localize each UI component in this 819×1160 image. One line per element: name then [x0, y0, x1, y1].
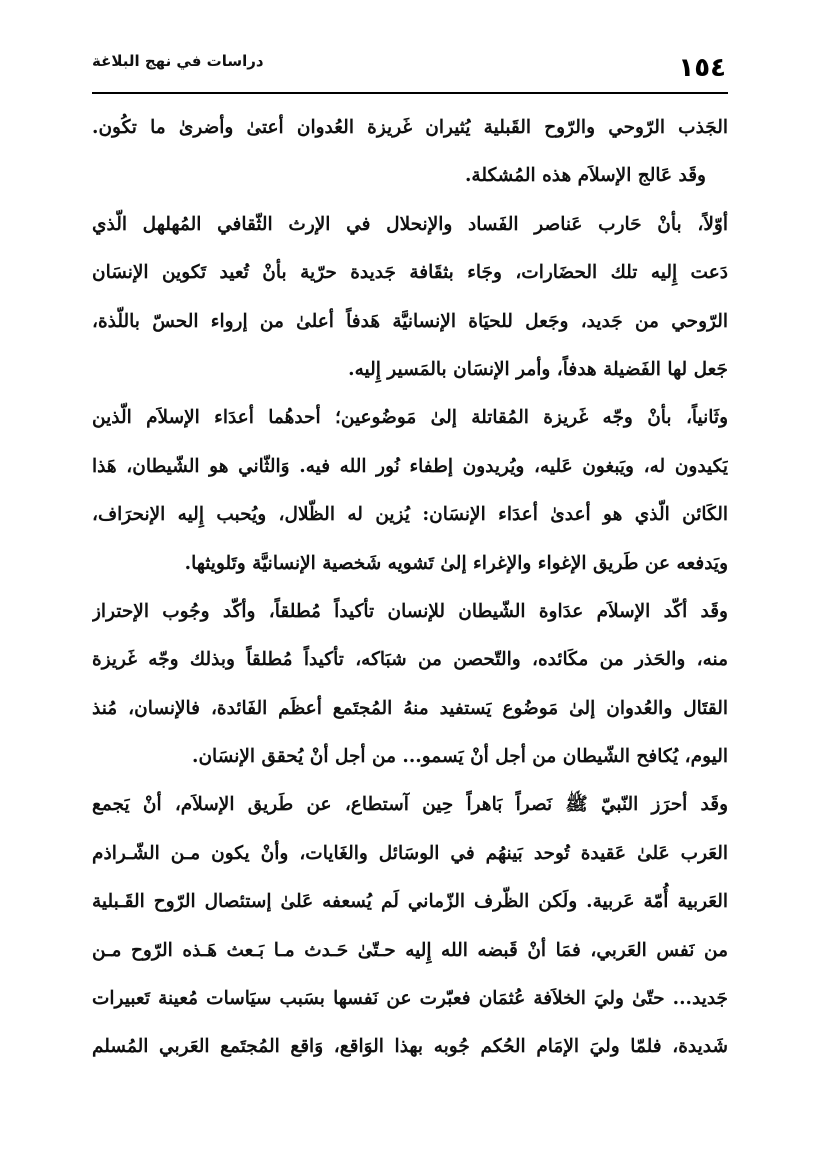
running-title: دراسات في نهج البلاغة	[92, 52, 264, 70]
body-text	[92, 104, 728, 1072]
header-divider	[92, 92, 728, 94]
text-line: الجَذب الرّوحي والرّوح القَبلية يُثيران غَريزة العُدوان أعتىٰ وأضرىٰ ما تكُون.	[92, 117, 728, 138]
page-number: ١٥٤	[678, 53, 726, 83]
text-line: اليوم، يُكافح الشّيطان من أجل أنْ يَسمو... من أجل أنْ يُحقق الإنسَان.	[192, 746, 728, 768]
text-line: دَعت إِليه تلك الحضَارات، وجَاء بثقَافة جَديدة حرّية بأنْ تُعيد تَكوين الإنسَان	[92, 262, 728, 284]
text-line: العَربية أُمّة عَربية. ولَكن الظّرف الزّماني لَم يُسعفه عَلىٰ إستئصال الرّوح القَـبلية	[92, 891, 728, 913]
text-line: وقَد أكّد الإسلاَم عدَاوة الشّيطان للإنسان تأكيداً مُطلقاً، وأكّد وجُوب الإحتراز	[92, 600, 728, 622]
text-line: العَرب عَلىٰ عَقيدة تُوحد بَينهُم في الوسَائل والغَايات، وأنْ يكون مـن الشّـراذم	[92, 842, 728, 864]
text-line: يَكيدون له، ويَبغون عَليه، ويُريدون إطفاء نُور الله فيه. وَالثّاني هو الشّيطان، هَذا	[92, 455, 728, 477]
text-line: وقَد عَالج الإسلاَم هذه المُشكلة.	[464, 165, 706, 187]
text-line: جَديد... حتّىٰ وليَ الخلاَفة عُثمَان فعبّرت عن نَفسها بسَبب سيَاسات مُعينة تَعبيرات	[92, 988, 728, 1010]
text-line: من نَفس العَربي، فمَا أنْ قَبضه الله إِليه حـتّىٰ حَـدث مـا بَـعث هَـذه الرّوح مـن	[92, 939, 728, 961]
text-line: وثَانياً، بأنْ وجّه غَريزة المُقاتلة إلىٰ مَوضُوعين؛ أحدهُما أعدَاء الإسلاَم الّذين	[92, 407, 728, 429]
text-line: وقَد أحرَز النّبيّ ﷺ نَصراً بَاهراً حِين آستطاع، عن طَريق الإسلاَم، أنْ يَجمع	[92, 794, 728, 816]
text-line: جَعل لها الفَضيلة هدفاً، وأمر الإنسَان بالمَسير إِليه.	[348, 358, 728, 380]
page-header	[92, 44, 728, 92]
text-line: الكَائن الّذي هو أعدىٰ أعدَاء الإنسَان: يُزين له الظّلال، ويُحبب إِليه الإنحرَاف،	[92, 504, 728, 526]
text-line: الرّوحي من جَديد، وجَعل للحيَاة الإنسانيَّة هَدفاً أعلىٰ من إرواء الحسّ باللّذة،	[92, 310, 728, 332]
text-line: أوّلاً، بأنْ حَارب عَناصر الفَساد والإنحلال في الإرث الثّقافي المُهلهل الّذي	[92, 213, 728, 235]
text-line: القتَال والعُدوان إلىٰ مَوضُوع يَستفيد منهُ المُجتَمع أعظَم الفَائدة، فالإنسان، مُنذ	[92, 697, 728, 719]
text-line: شَديدة، فلمّا وليَ الإمَام الحُكم جُوبه بهذا الوَاقع، وَاقع المُجتَمع العَربي المُسلم	[92, 1036, 728, 1058]
text-line: منه، والحَذر من مكَائده، والتّحصن من شبَاكه، تأكيداً مُطلقاً وبذلك وجّه غَريزة	[92, 649, 728, 671]
text-line: ويَدفعه عن طَريق الإغواء والإغراء إلىٰ تَشويه شَخصية الإنسانيَّة وتَلويثها.	[184, 552, 728, 574]
